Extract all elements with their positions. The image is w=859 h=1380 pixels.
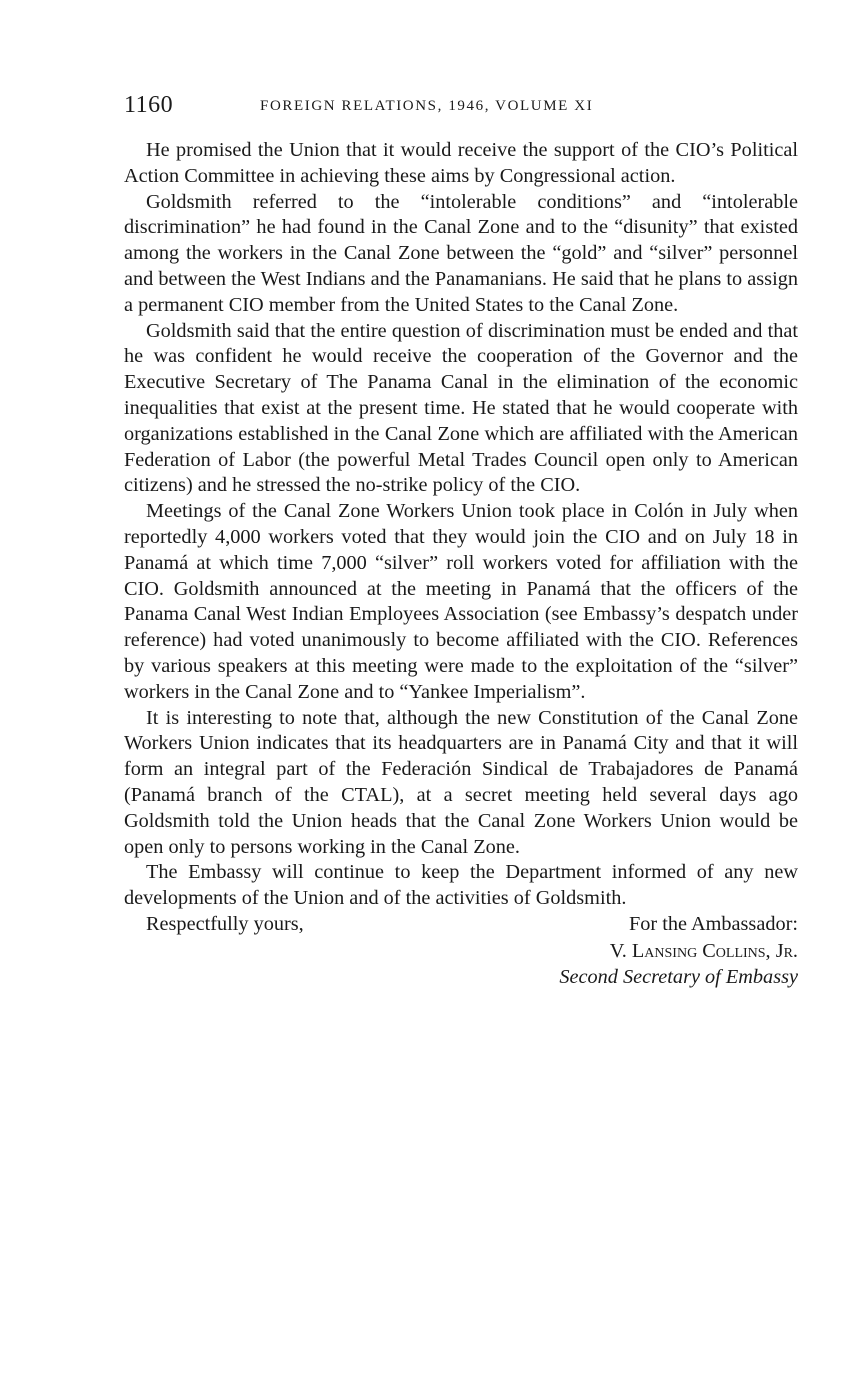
document-page xyxy=(124,92,798,990)
running-head xyxy=(124,92,798,122)
paragraph-2: Goldsmith referred to the “intolerable conditions” and “intolerable discrimination” he had found in the Canal Zone and to the “disunity” that existed among the workers in the Canal Zone between the “gold” and “silver” personnel and between the West Indians and the Panamanians. He said that he plans to assign a permanent CIO member from the United States to the Canal Zone. xyxy=(124,190,798,316)
running-head-title: FOREIGN RELATIONS, 1946, VOLUME XI xyxy=(260,98,594,114)
paragraph-5: It is interesting to note that, although the new Constitution of the Canal Zone Workers Union indicates that its headquarters are in Panamá City and that it will form an integral part of the Federación Sindical de Trabajadores de Panamá (Panamá branch of the CTAL), at a secret meeting held several days ago Goldsmith told the Union heads that the Canal Zone Workers Union would be open only to persons working in the Canal Zone. xyxy=(124,706,798,858)
paragraph-1: He promised the Union that it would receive the support of the CIO’s Political Action Committee in achieving these aims by Congressional action. xyxy=(124,139,798,187)
paragraph-3: Goldsmith said that the entire question of discrimination must be ended and that he was confident he would receive the cooperation of the Governor and the Executive Secretary of The Panama Canal in the elimination of the economic inequalities that exist at the present time. He stated that he would cooperate with organizations established in the Canal Zone which are affiliated with the American Federation of Labor (the powerful Metal Trades Council open only to American citizens) and he stressed the no-strike policy of the CIO. xyxy=(124,319,798,497)
paragraph-4: Meetings of the Canal Zone Workers Union took place in Colón in July when reportedly 4,000 workers voted that they would join the CIO and on July 18 in Panamá at which time 7,000 “silver” roll workers voted for affiliation with the CIO. Goldsmith announced at the meeting in Panamá that the officers of the Panama Canal West Indian Employees Association (see Embassy’s despatch under reference) had voted unanimously to become affiliated with the CIO. References by various speakers at this meeting were made to the exploitation of the “silver” workers in the Canal Zone and to “Yankee Imperialism”. xyxy=(124,500,798,703)
paragraph-6: The Embassy will continue to keep the Department informed of any new developments of the Union and of the activities of Goldsmith. xyxy=(124,861,798,910)
document-body xyxy=(124,138,798,990)
for-ambassador: For the Ambassador: xyxy=(629,912,798,935)
salutation: Respectfully yours, xyxy=(146,912,304,935)
closing-line xyxy=(124,912,798,938)
signer-title: Second Secretary of Embassy xyxy=(559,965,798,988)
signer-name: V. Lansing Collins, Jr. xyxy=(609,939,798,962)
page-number: 1160 xyxy=(124,92,174,118)
